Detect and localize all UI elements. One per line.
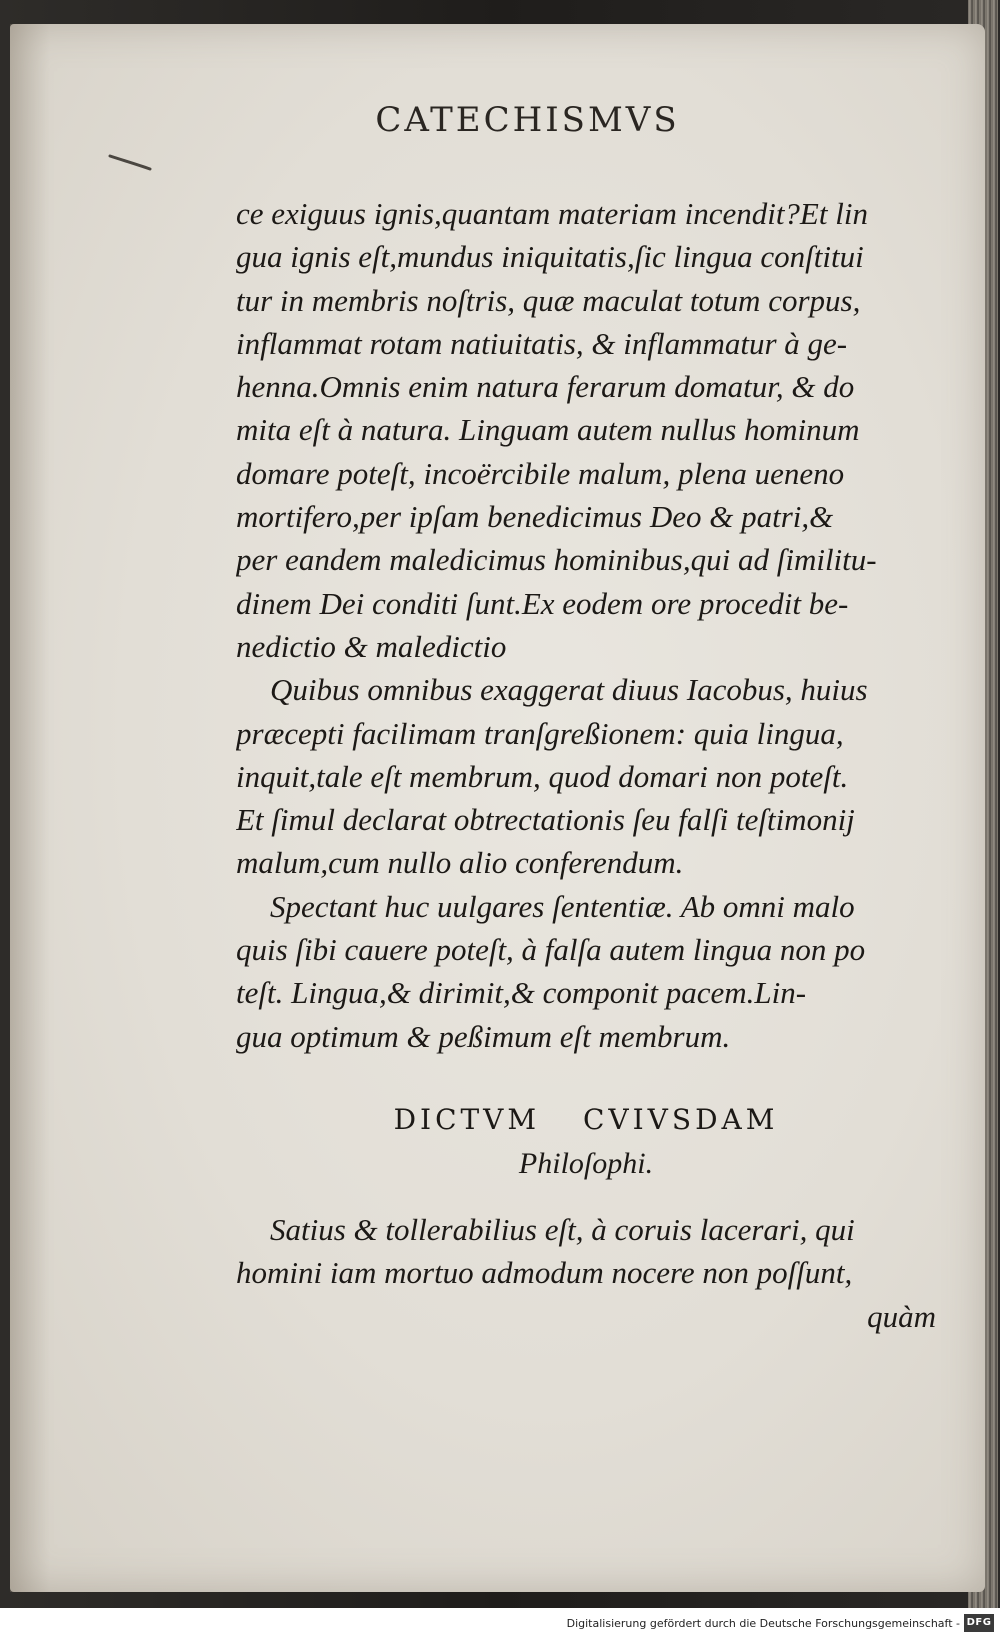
text-line: malum,cum nullo alio conferendum. [236, 845, 684, 881]
text-line: per eandem maledicimus hominibus,qui ad ſimilitu- [236, 542, 877, 578]
text-line: Spectant huc uulgares ſententiæ. Ab omni malo [270, 888, 855, 924]
text-line: quis ſibi cauere poteſt, à falſa autem lingua non po [236, 932, 866, 968]
text-line: dinem Dei conditi ſunt.Ex eodem ore procedit be- [236, 585, 849, 621]
footer-credit: Digitalisierung gefördert durch die Deutsche Forschungsgemeinschaft - [566, 1617, 960, 1630]
dfg-logo: DFG [964, 1614, 994, 1632]
body-text-upper [236, 192, 936, 1058]
text-line: henna.Omnis enim natura ferarum domatur, & do [236, 369, 855, 405]
text-line: præcepti facilimam tranſgreßionem: quia lingua, [236, 715, 844, 751]
text-line: Satius & tollerabilius eſt, à coruis lacerari, qui [270, 1212, 855, 1247]
text-line: Quibus omnibus exaggerat diuus Iacobus, huius [270, 672, 868, 708]
text-line: ce exiguus ignis,quantam materiam incendit?Et lin [236, 196, 868, 231]
text-line: mita eſt à natura. Linguam autem nullus hominum [236, 412, 860, 448]
text-line: inquit,tale eſt membrum, quod domari non poteſt. [236, 758, 849, 794]
body-text-lower [236, 1208, 936, 1338]
running-head: CATECHISMVS [375, 100, 680, 140]
text-line: domare poteſt, incoërcibile malum, plena ueneno [236, 455, 845, 491]
text-line: teſt. Lingua,& dirimit,& componit pacem.Lin- [236, 975, 807, 1011]
section-heading [236, 1098, 936, 1186]
text-line: nedictio & maledictio [236, 628, 507, 664]
gutter-shadow [10, 24, 50, 1592]
catchword: quàm [867, 1298, 936, 1334]
text-line: Et ſimul declarat obtrectationis ſeu falſi teſtimonij [236, 802, 855, 838]
ink-stroke-mark [108, 152, 152, 172]
digitization-footer [0, 1608, 1000, 1641]
text-line: mortifero,per ipſam benedicimus Deo & patri,& [236, 499, 834, 535]
text-line: gua ignis eſt,mundus iniquitatis,ſic lingua conſtitui [236, 239, 864, 275]
text-line: gua optimum & peßimum eſt membrum. [236, 1018, 731, 1054]
text-line: tur in membris noſtris, quæ maculat totum corpus, [236, 282, 861, 318]
section-heading-title: DICTVM CVIVSDAM [393, 1103, 779, 1136]
text-line: homini iam mortuo admodum nocere non poſſunt, [236, 1255, 853, 1291]
text-line: inflammat rotam natiuitatis, & inflammatur à ge- [236, 325, 848, 361]
section-heading-subtitle: Philoſophi. [518, 1147, 654, 1180]
